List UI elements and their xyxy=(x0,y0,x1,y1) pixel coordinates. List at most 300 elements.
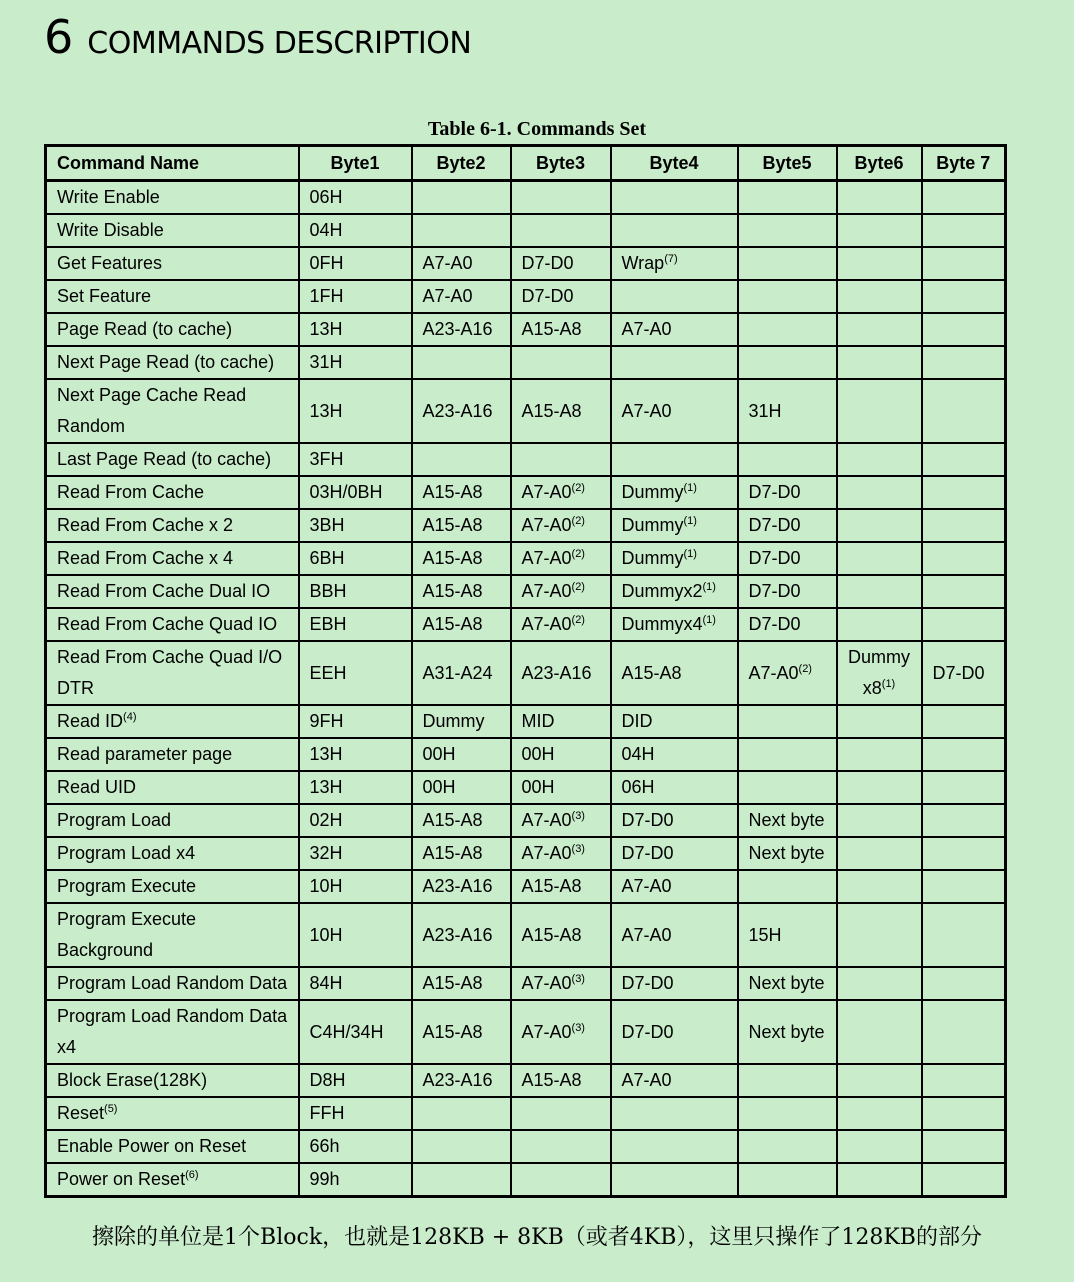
cell-byte5 xyxy=(738,575,837,608)
cell-text: D7-D0 xyxy=(621,973,674,993)
cell-byte2 xyxy=(412,1064,511,1097)
cell-byte2 xyxy=(412,214,511,247)
cell-byte1 xyxy=(299,967,412,1000)
cell-command-name xyxy=(46,313,299,346)
cell-byte7 xyxy=(922,903,1006,967)
cell-text: Block Erase(128K) xyxy=(57,1070,208,1090)
cell-byte3 xyxy=(511,608,611,641)
cell-byte1 xyxy=(299,641,412,705)
cell-text: Dummyx2 xyxy=(621,581,703,601)
cell-command-name xyxy=(46,804,299,837)
commands-table xyxy=(44,144,1007,1198)
cell-command-name xyxy=(46,1097,299,1130)
cell-byte1 xyxy=(299,443,412,476)
cell-byte7 xyxy=(922,313,1006,346)
cell-byte7 xyxy=(922,738,1006,771)
cell-byte1 xyxy=(299,1000,412,1064)
cell-text: D7-D0 xyxy=(748,581,801,601)
cell-byte3 xyxy=(511,1130,611,1163)
cell-byte3 xyxy=(511,476,611,509)
cell-text: EBH xyxy=(309,614,347,634)
cell-text: Reset xyxy=(57,1103,105,1123)
cell-byte6 xyxy=(837,247,922,280)
cell-byte2 xyxy=(412,181,511,215)
cell-text: A7-A0 xyxy=(422,253,473,273)
cell-byte4 xyxy=(611,967,738,1000)
cell-text: A23-A16 xyxy=(521,662,592,683)
cell-byte3 xyxy=(511,1000,611,1064)
cell-text: Program Execute xyxy=(57,876,197,896)
cell-text: A7-A0 xyxy=(422,286,473,306)
cell-text: A23-A16 xyxy=(422,924,493,945)
cell-text: Dummyx4 xyxy=(621,614,703,634)
cell-text: Next Page Cache Read Random xyxy=(57,385,247,436)
table-row xyxy=(46,1163,1006,1197)
cell-text: Wrap xyxy=(621,253,665,273)
cell-text: 31H xyxy=(309,352,343,372)
cell-byte4 xyxy=(611,280,738,313)
cell-command-name xyxy=(46,476,299,509)
cell-byte6 xyxy=(837,1064,922,1097)
cell-text: Next byte xyxy=(748,1021,825,1042)
cell-byte4 xyxy=(611,1000,738,1064)
cell-text: 99h xyxy=(309,1169,340,1189)
cell-byte5 xyxy=(738,1163,837,1197)
cell-byte7 xyxy=(922,346,1006,379)
table-row xyxy=(46,1064,1006,1097)
cell-text: Read ID xyxy=(57,711,124,731)
cell-byte6 xyxy=(837,542,922,575)
cell-byte4 xyxy=(611,346,738,379)
cell-text: A7-A0 xyxy=(521,810,572,830)
cell-command-name xyxy=(46,738,299,771)
cell-text: D7-D0 xyxy=(521,253,574,273)
cell-text: 10H xyxy=(309,876,343,896)
cell-byte1 xyxy=(299,771,412,804)
cell-text: D7-D0 xyxy=(621,1021,674,1042)
cell-byte4 xyxy=(611,804,738,837)
cell-byte4 xyxy=(611,903,738,967)
table-row xyxy=(46,1097,1006,1130)
cell-byte1 xyxy=(299,1064,412,1097)
cell-text: 00H xyxy=(422,744,456,764)
cell-byte7 xyxy=(922,641,1006,705)
cell-byte3 xyxy=(511,705,611,738)
cell-text: Get Features xyxy=(57,253,163,273)
cell-command-name xyxy=(46,181,299,215)
cell-byte5 xyxy=(738,476,837,509)
cell-byte3 xyxy=(511,738,611,771)
header-byte7: Byte 7 xyxy=(922,146,1006,181)
cell-text: A7-A0 xyxy=(621,1070,672,1090)
cell-byte5 xyxy=(738,509,837,542)
cell-byte3 xyxy=(511,804,611,837)
cell-byte4 xyxy=(611,542,738,575)
cell-byte2 xyxy=(412,967,511,1000)
footnote-ref: (3) xyxy=(571,810,585,822)
cell-command-name xyxy=(46,509,299,542)
cell-text: Program Load Random Data xyxy=(57,973,288,993)
cell-byte2 xyxy=(412,903,511,967)
cell-text: A15-A8 xyxy=(422,810,483,830)
table-row xyxy=(46,738,1006,771)
footnote-ref: (2) xyxy=(571,614,585,626)
cell-byte6 xyxy=(837,509,922,542)
cell-command-name xyxy=(46,705,299,738)
cell-text: A15-A8 xyxy=(422,973,483,993)
cell-text: 0FH xyxy=(309,253,344,273)
cell-byte6 xyxy=(837,214,922,247)
cell-command-name xyxy=(46,1064,299,1097)
cell-byte5 xyxy=(738,837,837,870)
cell-text: 10H xyxy=(309,924,343,945)
cell-byte4 xyxy=(611,443,738,476)
header-byte4: Byte4 xyxy=(611,146,738,181)
cell-byte3 xyxy=(511,837,611,870)
cell-byte1 xyxy=(299,837,412,870)
cell-byte6 xyxy=(837,903,922,967)
cell-byte3 xyxy=(511,379,611,443)
cell-command-name xyxy=(46,1163,299,1197)
table-row xyxy=(46,313,1006,346)
cell-byte4 xyxy=(611,476,738,509)
cell-byte1 xyxy=(299,509,412,542)
cell-byte1 xyxy=(299,608,412,641)
cell-byte7 xyxy=(922,608,1006,641)
table-row xyxy=(46,509,1006,542)
cell-byte4 xyxy=(611,509,738,542)
cell-byte2 xyxy=(412,641,511,705)
cell-text: D7-D0 xyxy=(748,548,801,568)
cell-byte1 xyxy=(299,738,412,771)
cell-byte3 xyxy=(511,771,611,804)
cell-text: 00H xyxy=(521,744,555,764)
cell-byte5 xyxy=(738,443,837,476)
footnote-ref: (3) xyxy=(571,973,585,985)
cell-byte6 xyxy=(837,1130,922,1163)
cell-byte1 xyxy=(299,346,412,379)
cell-text: A7-A0 xyxy=(521,581,572,601)
table-row xyxy=(46,903,1006,967)
cell-byte2 xyxy=(412,738,511,771)
cell-byte4 xyxy=(611,771,738,804)
table-row xyxy=(46,476,1006,509)
cell-text: A15-A8 xyxy=(521,876,582,896)
footnote-ref: (1) xyxy=(683,482,697,494)
cell-byte4 xyxy=(611,837,738,870)
cell-byte1 xyxy=(299,870,412,903)
cell-text: 04H xyxy=(309,220,343,240)
cell-byte2 xyxy=(412,476,511,509)
section-title: COMMANDS DESCRIPTION xyxy=(87,26,472,61)
cell-text: EEH xyxy=(309,662,347,683)
cell-text: 32H xyxy=(309,843,343,863)
table-row xyxy=(46,967,1006,1000)
cell-command-name xyxy=(46,575,299,608)
cell-text: D7-D0 xyxy=(748,482,801,502)
cell-text: A7-A0 xyxy=(748,662,799,683)
cell-byte7 xyxy=(922,837,1006,870)
cell-byte1 xyxy=(299,542,412,575)
cell-byte2 xyxy=(412,837,511,870)
header-byte6: Byte6 xyxy=(837,146,922,181)
cell-byte2 xyxy=(412,1163,511,1197)
cell-text: Next byte xyxy=(748,843,825,863)
cell-text: A15-A8 xyxy=(521,924,582,945)
cell-byte2 xyxy=(412,509,511,542)
cell-byte5 xyxy=(738,903,837,967)
cell-byte7 xyxy=(922,1064,1006,1097)
cell-byte4 xyxy=(611,214,738,247)
cell-byte3 xyxy=(511,509,611,542)
table-row xyxy=(46,379,1006,443)
cell-text: D7-D0 xyxy=(621,843,674,863)
cell-byte7 xyxy=(922,1163,1006,1197)
footnote-ref: (2) xyxy=(571,482,585,494)
footnote-ref: (1) xyxy=(702,614,716,626)
cell-text: BBH xyxy=(309,581,347,601)
footnote-ref: (3) xyxy=(571,843,585,855)
cell-text: Power on Reset xyxy=(57,1169,186,1189)
table-row xyxy=(46,641,1006,705)
cell-byte6 xyxy=(837,379,922,443)
cell-command-name xyxy=(46,379,299,443)
cell-text: 1FH xyxy=(309,286,344,306)
table-row xyxy=(46,804,1006,837)
cell-byte3 xyxy=(511,181,611,215)
cell-text: 84H xyxy=(309,973,343,993)
cell-command-name xyxy=(46,542,299,575)
cell-text: Read From Cache x 4 xyxy=(57,548,234,568)
cell-byte5 xyxy=(738,1000,837,1064)
cell-byte6 xyxy=(837,804,922,837)
cell-byte1 xyxy=(299,804,412,837)
cell-byte7 xyxy=(922,804,1006,837)
cell-byte7 xyxy=(922,214,1006,247)
cell-text: D7-D0 xyxy=(748,515,801,535)
cell-text: D7-D0 xyxy=(521,286,574,306)
cell-text: A23-A16 xyxy=(422,400,493,421)
cell-byte3 xyxy=(511,1064,611,1097)
cell-byte5 xyxy=(738,542,837,575)
cell-byte2 xyxy=(412,346,511,379)
cell-text: Read From Cache Quad I/O DTR xyxy=(57,647,283,698)
cell-byte5 xyxy=(738,771,837,804)
cell-byte6 xyxy=(837,1097,922,1130)
cell-byte7 xyxy=(922,967,1006,1000)
cell-text: A7-A0 xyxy=(521,515,572,535)
cell-byte4 xyxy=(611,1163,738,1197)
cell-text: A7-A0 xyxy=(521,843,572,863)
cell-byte6 xyxy=(837,313,922,346)
cell-byte1 xyxy=(299,379,412,443)
cell-byte7 xyxy=(922,443,1006,476)
cell-command-name xyxy=(46,443,299,476)
cell-byte4 xyxy=(611,705,738,738)
cell-text: Enable Power on Reset xyxy=(57,1136,247,1156)
header-byte3: Byte3 xyxy=(511,146,611,181)
cell-text: Next byte xyxy=(748,810,825,830)
cell-byte1 xyxy=(299,1130,412,1163)
cell-text: 15H xyxy=(748,924,782,945)
cell-byte3 xyxy=(511,1163,611,1197)
cell-command-name xyxy=(46,214,299,247)
cell-byte3 xyxy=(511,346,611,379)
cell-command-name xyxy=(46,280,299,313)
header-byte5: Byte5 xyxy=(738,146,837,181)
cell-text: Dummy xyxy=(621,515,684,535)
cell-text: A15-A8 xyxy=(521,1070,582,1090)
cell-byte3 xyxy=(511,542,611,575)
cell-byte3 xyxy=(511,443,611,476)
cell-byte5 xyxy=(738,346,837,379)
cell-byte7 xyxy=(922,1130,1006,1163)
footnote-ref: (1) xyxy=(881,678,896,690)
cell-text: Page Read (to cache) xyxy=(57,319,233,339)
footnote-ref: (2) xyxy=(571,515,585,527)
footnote-ref: (1) xyxy=(702,581,716,593)
cell-byte6 xyxy=(837,181,922,215)
footnote-ref: (2) xyxy=(571,548,585,560)
cell-text: Next Page Read (to cache) xyxy=(57,352,275,372)
cell-byte2 xyxy=(412,608,511,641)
cell-text: 31H xyxy=(748,400,782,421)
table-row xyxy=(46,705,1006,738)
cell-byte4 xyxy=(611,1064,738,1097)
header-command-name: Command Name xyxy=(46,146,299,181)
cell-byte1 xyxy=(299,313,412,346)
cell-byte2 xyxy=(412,804,511,837)
cell-text: Last Page Read (to cache) xyxy=(57,449,272,469)
cell-text: A7-A0 xyxy=(521,614,572,634)
table-row xyxy=(46,837,1006,870)
cell-text: A15-A8 xyxy=(422,515,483,535)
cell-byte3 xyxy=(511,641,611,705)
table-row xyxy=(46,181,1006,215)
cell-command-name xyxy=(46,247,299,280)
cell-text: Read From Cache xyxy=(57,482,205,502)
cell-byte6 xyxy=(837,705,922,738)
cell-byte5 xyxy=(738,214,837,247)
cell-byte5 xyxy=(738,1130,837,1163)
cell-byte4 xyxy=(611,181,738,215)
table-row xyxy=(46,608,1006,641)
cell-byte1 xyxy=(299,1163,412,1197)
cell-byte6 xyxy=(837,443,922,476)
cell-byte7 xyxy=(922,509,1006,542)
cell-byte5 xyxy=(738,804,837,837)
cell-text: 6BH xyxy=(309,548,345,568)
cell-text: Dummy xyxy=(621,482,684,502)
cell-text: Dummy x8 xyxy=(848,647,910,698)
cell-byte5 xyxy=(738,967,837,1000)
cell-command-name xyxy=(46,967,299,1000)
cell-command-name xyxy=(46,1000,299,1064)
cell-text: A15-A8 xyxy=(621,662,682,683)
footnote-ref: (6) xyxy=(185,1169,199,1181)
cell-byte6 xyxy=(837,575,922,608)
cell-byte5 xyxy=(738,705,837,738)
cell-byte2 xyxy=(412,870,511,903)
table-row xyxy=(46,214,1006,247)
cell-byte5 xyxy=(738,181,837,215)
cell-byte7 xyxy=(922,181,1006,215)
cell-byte1 xyxy=(299,214,412,247)
cell-text: A7-A0 xyxy=(521,1021,572,1042)
cell-byte7 xyxy=(922,379,1006,443)
cell-byte7 xyxy=(922,705,1006,738)
cell-byte2 xyxy=(412,771,511,804)
cell-command-name xyxy=(46,870,299,903)
cell-byte3 xyxy=(511,967,611,1000)
cell-command-name xyxy=(46,903,299,967)
cell-byte7 xyxy=(922,280,1006,313)
cell-text: A15-A8 xyxy=(422,548,483,568)
cell-text: Read From Cache x 2 xyxy=(57,515,234,535)
cell-byte2 xyxy=(412,1130,511,1163)
table-row xyxy=(46,443,1006,476)
cell-byte2 xyxy=(412,1097,511,1130)
cell-byte3 xyxy=(511,247,611,280)
cell-text: 03H/0BH xyxy=(309,482,383,502)
cell-text: 02H xyxy=(309,810,343,830)
cell-byte6 xyxy=(837,837,922,870)
cell-text: Write Enable xyxy=(57,187,160,207)
cell-byte2 xyxy=(412,443,511,476)
cell-text: 13H xyxy=(309,400,343,421)
cell-byte6 xyxy=(837,738,922,771)
cell-text: Read From Cache Quad IO xyxy=(57,614,278,634)
cell-byte3 xyxy=(511,903,611,967)
cell-text: FFH xyxy=(309,1103,345,1123)
cell-byte6 xyxy=(837,1000,922,1064)
cell-byte6 xyxy=(837,967,922,1000)
cell-byte3 xyxy=(511,1097,611,1130)
cell-text: Program Execute Background xyxy=(57,909,197,960)
cell-text: Program Load xyxy=(57,810,172,830)
cell-byte1 xyxy=(299,705,412,738)
cell-byte2 xyxy=(412,247,511,280)
cell-text: A15-A8 xyxy=(422,1021,483,1042)
footnote-ref: (4) xyxy=(123,711,137,723)
table-row xyxy=(46,346,1006,379)
cell-byte4 xyxy=(611,870,738,903)
cell-byte2 xyxy=(412,575,511,608)
cell-byte5 xyxy=(738,1064,837,1097)
cell-byte2 xyxy=(412,313,511,346)
cell-text: Write Disable xyxy=(57,220,164,240)
cell-text: 13H xyxy=(309,744,343,764)
cell-byte4 xyxy=(611,738,738,771)
cell-byte7 xyxy=(922,247,1006,280)
cell-byte1 xyxy=(299,247,412,280)
cell-text: Set Feature xyxy=(57,286,152,306)
cell-byte3 xyxy=(511,214,611,247)
cell-byte7 xyxy=(922,476,1006,509)
cell-byte5 xyxy=(738,280,837,313)
cell-text: A7-A0 xyxy=(521,973,572,993)
cell-text: 13H xyxy=(309,319,343,339)
cell-byte5 xyxy=(738,1097,837,1130)
cell-byte7 xyxy=(922,1097,1006,1130)
cell-text: Dummy xyxy=(621,548,684,568)
cell-byte6 xyxy=(837,641,922,705)
table-row xyxy=(46,771,1006,804)
cell-text: 3BH xyxy=(309,515,345,535)
cell-text: Read From Cache Dual IO xyxy=(57,581,271,601)
cell-byte5 xyxy=(738,870,837,903)
cell-byte4 xyxy=(611,1097,738,1130)
